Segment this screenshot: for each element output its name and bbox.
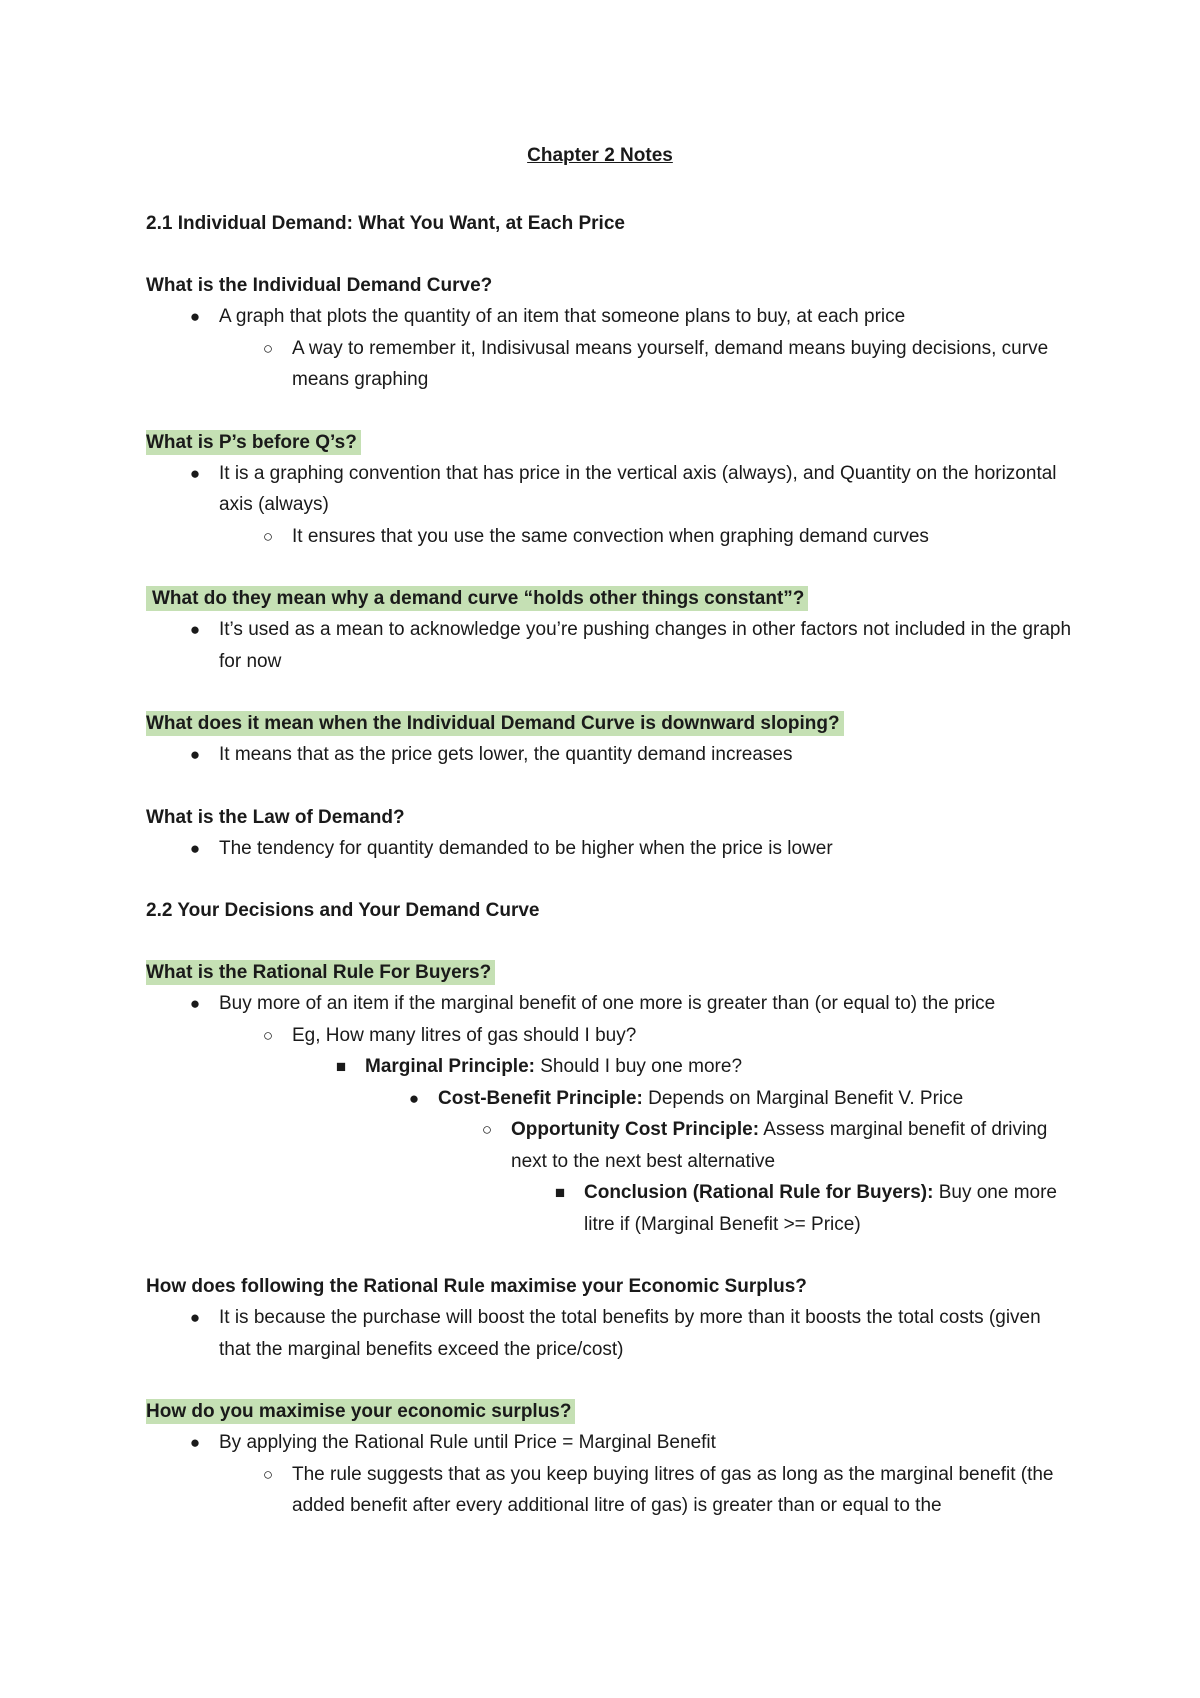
list-item-text: A way to remember it, Indisivusal means yourself, demand means buying decisions, curve means graphing <box>292 337 1049 390</box>
question-heading-highlighted <box>146 1396 1076 1427</box>
question-text: What is P’s before Q’s? <box>146 430 361 455</box>
list-item <box>292 1459 1076 1522</box>
term-label: Opportunity Cost Principle: <box>511 1119 760 1140</box>
hollow-bullet-icon <box>258 333 278 365</box>
filled-bullet-icon <box>185 988 205 1020</box>
question-heading-highlighted <box>146 427 1076 458</box>
question-heading <box>146 270 1076 301</box>
section-heading-2-1: 2.1 Individual Demand: What You Want, at Each Price <box>146 213 625 234</box>
question-text: What is the Rational Rule For Buyers? <box>146 960 495 985</box>
hollow-bullet-icon <box>258 1459 278 1491</box>
answer-list <box>146 458 1076 553</box>
page-title: Chapter 2 Notes <box>527 145 673 166</box>
filled-bullet-icon <box>185 833 205 865</box>
answer-list <box>146 301 1076 396</box>
qa-block-individual-demand-curve <box>146 270 1076 396</box>
answer-list <box>146 1302 1076 1365</box>
list-item <box>584 1177 1076 1240</box>
list-item <box>219 301 1076 333</box>
question-heading-highlighted <box>146 957 1076 988</box>
list-item <box>292 1020 1076 1052</box>
answer-list <box>146 833 1076 865</box>
answer-list <box>146 1427 1076 1522</box>
list-item-text: The tendency for quantity demanded to be higher when the price is lower <box>219 837 833 859</box>
question-text: How does following the Rational Rule maximise your Economic Surplus? <box>146 1276 807 1297</box>
qa-block-downward-sloping <box>146 708 1076 771</box>
qa-block-holds-constant <box>146 583 1076 677</box>
hollow-bullet-icon <box>258 1020 278 1052</box>
filled-bullet-icon <box>185 458 205 490</box>
list-item-text: Eg, How many litres of gas should I buy? <box>292 1024 637 1046</box>
question-heading-highlighted <box>146 708 1076 739</box>
list-item-text: It is because the purchase will boost the total benefits by more than it boosts the total costs (given that the marginal benefits exceed the price/cost) <box>219 1307 1041 1360</box>
filled-bullet-icon <box>185 1302 205 1334</box>
list-item <box>219 739 1076 771</box>
list-item-text: By applying the Rational Rule until Price = Marginal Benefit <box>219 1432 716 1453</box>
list-item <box>511 1114 1076 1177</box>
filled-bullet-icon <box>185 739 205 771</box>
question-heading-highlighted <box>146 583 1076 614</box>
list-item <box>219 988 1076 1020</box>
square-bullet-icon <box>550 1177 570 1209</box>
list-item-text: It is a graphing convention that has price in the vertical axis (always), and Quantity on the horizontal axis (always) <box>219 462 1057 515</box>
list-item <box>219 833 1076 865</box>
filled-bullet-icon <box>185 1427 205 1459</box>
qa-block-law-of-demand <box>146 802 1076 865</box>
list-item-text: Should I buy one more? <box>534 1056 743 1077</box>
list-item <box>365 1051 1076 1083</box>
question-text: What do they mean why a demand curve “holds other things constant”? <box>146 586 808 611</box>
list-item-text: Assess marginal benefit of driving next to the next best alternative <box>511 1119 1048 1172</box>
term-label: Cost-Benefit Principle: <box>438 1087 643 1109</box>
list-item-text: It’s used as a mean to acknowledge you’re pushing changes in other factors not included in the graph for now <box>219 619 1072 672</box>
filled-bullet-icon <box>185 614 205 646</box>
list-item-text: It means that as the price gets lower, the quantity demand increases <box>219 744 793 765</box>
list-item <box>292 333 1076 396</box>
list-item-text: The rule suggests that as you keep buying litres of gas as long as the marginal benefit (the added benefit after every additional litre of gas) is greater than or equal to the <box>292 1463 1054 1516</box>
qa-block-rational-rule <box>146 957 1076 1240</box>
question-heading <box>146 802 1076 833</box>
qa-block-maximise-surplus <box>146 1271 1076 1365</box>
question-text: What is the Law of Demand? <box>146 806 405 828</box>
list-item-text: Buy more of an item if the marginal benefit of one more is greater than (or equal to) the price <box>219 993 996 1014</box>
list-item-text: A graph that plots the quantity of an item that someone plans to buy, at each price <box>219 306 906 327</box>
list-item-text: Buy one more litre if (Marginal Benefit >= Price) <box>584 1182 1057 1235</box>
list-item <box>292 521 1076 553</box>
answer-list <box>146 614 1076 677</box>
answer-list <box>146 739 1076 771</box>
answer-list <box>146 988 1076 1240</box>
list-item <box>219 1302 1076 1365</box>
filled-bullet-icon <box>404 1083 424 1115</box>
filled-bullet-icon <box>185 301 205 333</box>
qa-block-p-before-q <box>146 427 1076 553</box>
list-item <box>219 458 1076 521</box>
question-heading <box>146 1271 1076 1302</box>
list-item <box>438 1083 1076 1115</box>
term-label: Conclusion (Rational Rule for Buyers): <box>584 1182 934 1203</box>
term-label: Marginal Principle: <box>365 1056 535 1077</box>
notes-body <box>146 208 1076 1553</box>
hollow-bullet-icon <box>477 1114 497 1146</box>
question-text: What is the Individual Demand Curve? <box>146 275 493 296</box>
square-bullet-icon <box>331 1051 351 1083</box>
list-item-text: It ensures that you use the same convection when graphing demand curves <box>292 525 929 547</box>
list-item <box>219 614 1076 677</box>
list-item-text: Depends on Marginal Benefit V. Price <box>642 1087 964 1109</box>
qa-block-how-maximise <box>146 1396 1076 1522</box>
hollow-bullet-icon <box>258 521 278 553</box>
question-text: What does it mean when the Individual Demand Curve is downward sloping? <box>146 711 844 736</box>
section-heading-2-2: 2.2 Your Decisions and Your Demand Curve <box>146 900 540 921</box>
question-text: How do you maximise your economic surplus? <box>146 1399 575 1424</box>
list-item <box>219 1427 1076 1459</box>
